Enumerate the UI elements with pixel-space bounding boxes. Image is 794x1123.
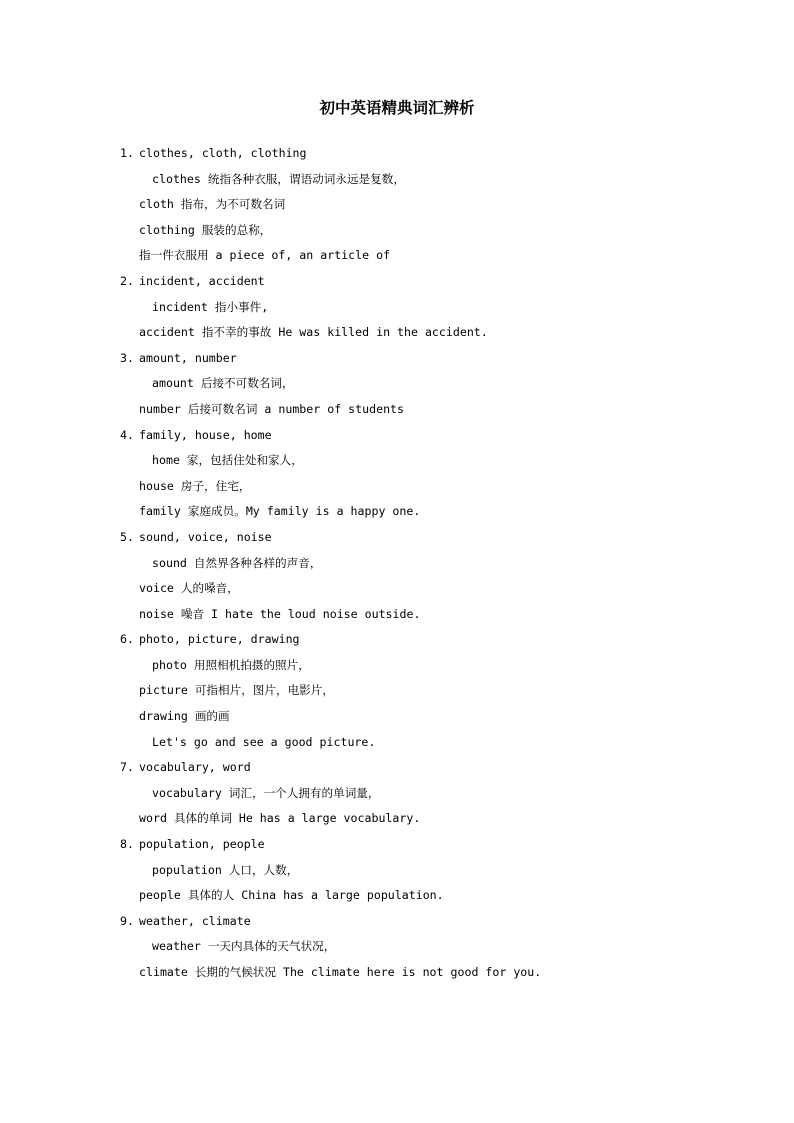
entry-explanation-line: picture 可指相片，图片，电影片，: [139, 683, 334, 698]
vocab-entry: [0, 525, 794, 627]
entry-heading-line: [0, 627, 794, 653]
entry-heading: family, house, home: [139, 427, 272, 442]
entry-explanation-line: population 人口，人数，: [152, 862, 299, 877]
entry-number: 9.: [120, 913, 134, 928]
entry-number: 4.: [120, 427, 134, 442]
entry-heading: weather, climate: [139, 913, 251, 928]
vocab-entry: [0, 269, 794, 346]
entry-explanation-line: clothes 统指各种衣服，谓语动词永远是复数，: [152, 171, 405, 186]
entry-heading: photo, picture, drawing: [139, 632, 300, 647]
entry-explanation-line: 指一件衣服用 a piece of, an article of: [139, 248, 391, 263]
entry-heading-line: [0, 755, 794, 781]
entry-explanation-line: people 具体的人 China has a large population.: [139, 888, 444, 903]
entry-heading-line: [0, 832, 794, 858]
entry-number: 2.: [120, 273, 134, 288]
entry-heading: population, people: [139, 837, 265, 852]
vocab-entry: [0, 141, 794, 269]
entry-explanation-line: weather 一天内具体的天气状况，: [152, 939, 336, 954]
entry-explanation-line: voice 人的嗓音，: [139, 581, 239, 596]
vocab-entry: [0, 832, 794, 909]
entry-explanation-line: Let's go and see a good picture.: [152, 734, 376, 749]
entry-heading-line: [0, 141, 794, 167]
entry-number: 5.: [120, 529, 134, 544]
entry-heading: incident, accident: [139, 273, 265, 288]
vocab-entry: [0, 627, 794, 755]
entry-heading: clothes, cloth, clothing: [139, 146, 307, 160]
entry-explanation-line: sound 自然界各种各样的声音，: [152, 555, 322, 570]
entry-explanation-line: clothing 服装的总称，: [139, 222, 272, 237]
vocab-entry: [0, 346, 794, 423]
entry-explanation-line: house 房子，住宅，: [139, 478, 251, 493]
entry-heading-line: [0, 346, 794, 372]
entry-number: 6.: [120, 632, 134, 647]
entry-number: 8.: [120, 837, 134, 852]
entry-explanation-line: home 家，包括住处和家人，: [152, 453, 303, 468]
vocab-entry: [0, 909, 794, 986]
entry-explanation-line: word 具体的单词 He has a large vocabulary.: [139, 811, 421, 826]
entry-heading-line: [0, 909, 794, 935]
entry-heading: amount, number: [139, 350, 237, 365]
vocab-entry: [0, 755, 794, 832]
entry-number: 1.: [120, 146, 134, 160]
document-body: [0, 141, 794, 986]
entry-explanation-line: drawing 画的画: [139, 709, 230, 724]
entry-explanation-line: number 后接可数名词 a number of students: [139, 401, 405, 416]
entry-heading-line: [0, 423, 794, 449]
entry-explanation-line: vocabulary 词汇，一个人拥有的单词量，: [152, 785, 380, 800]
entry-number: 3.: [120, 350, 134, 365]
entry-explanation-line: climate 长期的气候状况 The climate here is not good for you.: [139, 965, 542, 979]
entry-heading-line: [0, 525, 794, 551]
entry-number: 7.: [120, 760, 134, 775]
entry-explanation-line: incident 指小事件,: [152, 299, 269, 314]
entry-explanation-line: noise 噪音 I hate the loud noise outside.: [139, 606, 421, 621]
entry-explanation-line: amount 后接不可数名词，: [152, 376, 294, 391]
entry-heading: sound, voice, noise: [139, 529, 272, 544]
entry-heading-line: [0, 269, 794, 295]
entry-explanation-line: accident 指不幸的事故 He was killed in the accident.: [139, 325, 488, 340]
vocab-entry: [0, 423, 794, 525]
entry-explanation-line: family 家庭成员。My family is a happy one.: [139, 504, 421, 519]
entry-explanation-line: photo 用照相机拍摄的照片，: [152, 657, 310, 672]
entry-heading: vocabulary, word: [139, 760, 251, 775]
entry-explanation-line: cloth 指布，为不可数名词: [139, 197, 286, 212]
document-title: 初中英语精典词汇辨析: [319, 98, 475, 117]
